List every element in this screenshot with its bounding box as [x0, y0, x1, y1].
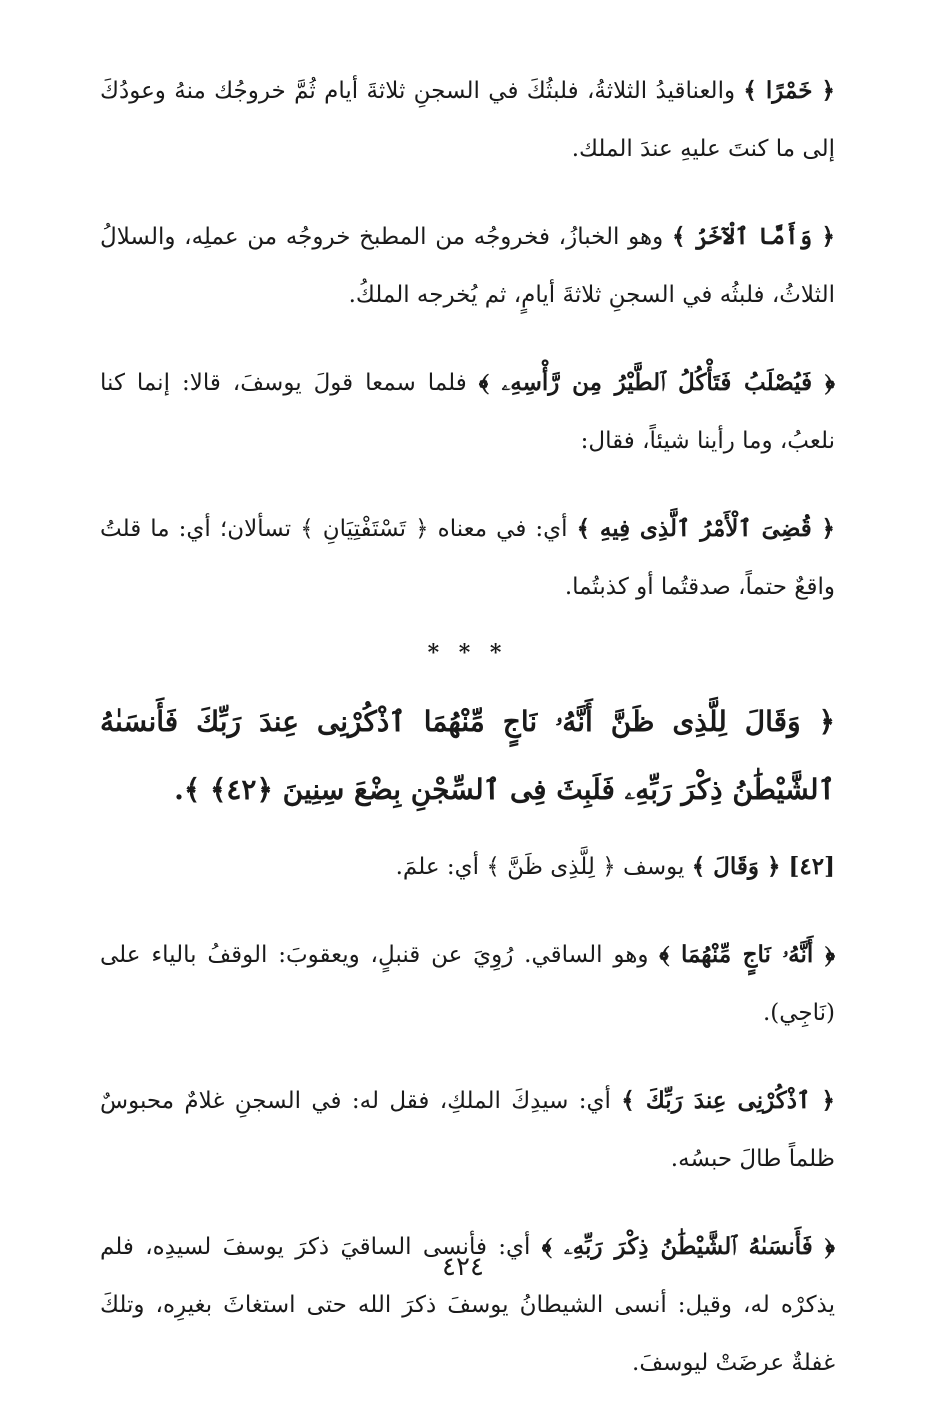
paragraph-1 [100, 62, 835, 178]
quran-quote: ﴿ أَنَّهُۥ نَاجٍ مِّنْهُمَا ﴾ [659, 941, 836, 968]
commentary-3 [100, 1072, 835, 1188]
quran-quote: [٤٢] ﴿ وَقَالَ ﴾ [691, 853, 835, 880]
quran-quote: ﴿ ٱذْكُرْنِى عِندَ رَبِّكَ ﴾ [621, 1087, 835, 1114]
commentary-4 [100, 1218, 835, 1392]
paragraph-text: فلما سمعا قولَ يوسفَ، قالا: إنما كنا نلعبُ، وما رأينا شيئاً، فقال: [100, 370, 835, 454]
commentary-text: أي: سيدِكَ الملكِ، فقل له: في السجنِ غلامٌ محبوسٌ ظلماً طالَ حبسُه. [100, 1088, 835, 1172]
paragraph-2 [100, 208, 835, 324]
quran-quote: ﴿ وَأَمَّا ٱلْآخَرُ ﴾ [671, 223, 835, 250]
commentary-text: يوسف ﴿ لِلَّذِى ظَنَّ ﴾ أي: علمَ. [395, 854, 692, 880]
commentary-text: أي: فأنسى الساقيَ ذكرَ يوسفَ لسيدِه، فلم يذكرْه له، وقيل: أنسى الشيطانُ يوسفَ ذكرَ الله حتى استغاثَ بغيرِه، وتلكَ غفلةٌ عرضَتْ ليوسفَ. [100, 1234, 835, 1376]
quran-quote: ﴿ فَيُصْلَبُ فَتَأْكُلُ ٱلطَّيْرُ مِن رَّأْسِهِۦ ﴾ [478, 369, 835, 396]
quran-quote: ﴿ خَمْرًا ﴾ [743, 77, 835, 104]
paragraph-4 [100, 500, 835, 616]
page-number: ٤٢٤ [442, 1252, 484, 1282]
quran-quote: ﴿ فَأَنسَىٰهُ ٱلشَّيْطَٰنُ ذِكْرَ رَبِّهِۦ ﴾ [541, 1233, 835, 1260]
quran-verse: ﴿ وَقَالَ لِلَّذِى ظَنَّ أَنَّهُۥ نَاجٍ مِّنْهُمَا ٱذْكُرْنِى عِندَ رَبِّكَ فَأَنسَىٰهُ ٱلشَّيْطَٰنُ ذِكْرَ رَبِّهِۦ فَلَبِثَ فِى ٱلسِّجْنِ بِضْعَ سِنِينَ ﴿٤٢﴾ ﴾. [100, 705, 835, 806]
page-body [100, 62, 835, 1422]
quran-quote: ﴿ قُضِىَ ٱلْأَمْرُ ٱلَّذِى فِيهِ ﴾ [576, 515, 836, 542]
paragraph-3 [100, 354, 835, 470]
commentary-text: وهو الساقي. رُوِيَ عن قنبلٍ، ويعقوبَ: الوقفُ بالياء على (نَاجِي). [100, 942, 835, 1026]
section-separator: * * * [427, 640, 508, 666]
paragraph-text: والعناقيدُ الثلاثةُ، فلبثُكَ في السجنِ ثلاثةَ أيام ثُمَّ خروجُك منهُ وعودُكَ إلى ما كنتَ عليهِ عندَ الملك. [100, 78, 835, 162]
paragraph-text: وهو الخبازُ، فخروجُه من المطبخ خروجُه من عملِه، والسلالُ الثلاثُ، فلبثُه في السجنِ ثلاثةَ أيامٍ، ثم يُخرجه الملكُ. [100, 224, 835, 308]
paragraph-text: أي: في معناه ﴿ تَسْتَفْتِيَانِ ﴾ تسألان؛ أي: ما قلتُ واقعٌ حتماً، صدقتُما أو كذبتُما. [100, 516, 835, 600]
commentary-2 [100, 926, 835, 1042]
commentary-1 [100, 838, 835, 896]
